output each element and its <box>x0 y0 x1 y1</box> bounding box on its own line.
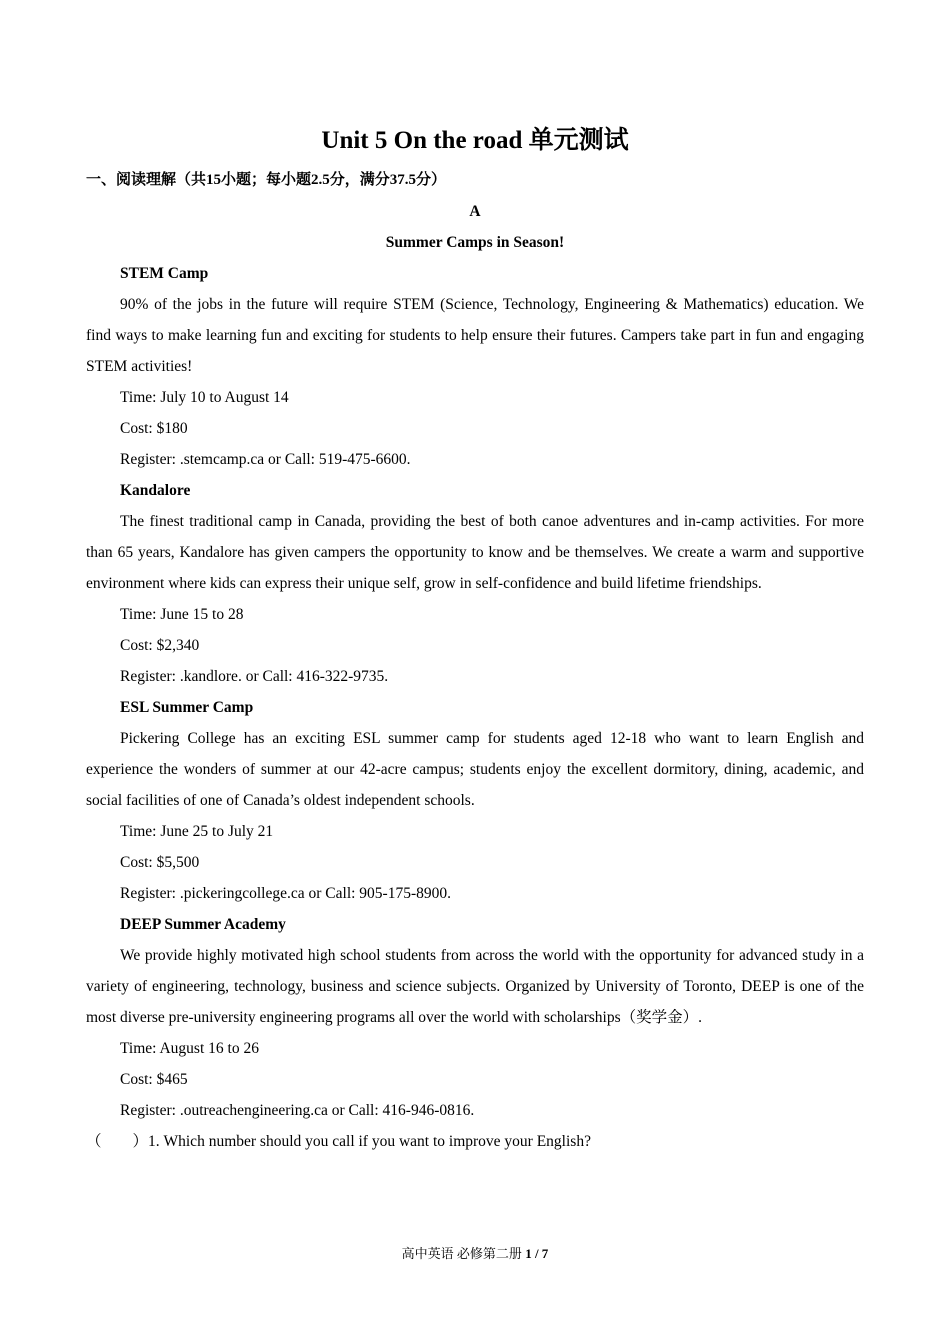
page-number: 1 / 7 <box>525 1246 549 1261</box>
camp-time: Time: August 16 to 26 <box>120 1040 259 1057</box>
camp-cost: Cost: $2,340 <box>120 637 200 654</box>
camp-register: Register: .kandlore. or Call: 416-322-9735. <box>120 668 389 685</box>
camp-description: 90% of the jobs in the future will require STEM (Science, Technology, Engineering & Mathematics) education. We find ways to make learning fun and exciting for students to help ensure their futures. Campers take part in fun and engaging STEM activities! <box>86 296 864 375</box>
camp-description: The finest traditional camp in Canada, providing the best of both canoe adventures and in-camp activities. For more than 65 years, Kandalore has given campers the opportunity to know and be themselves. We create a warm and supportive environment where kids can express their unique self, grow in self-confidence and build lifetime friendships. <box>86 513 864 592</box>
camp-description: Pickering College has an exciting ESL summer camp for students aged 12-18 who want to learn English and experience the wonders of summer at our 42-acre campus; students enjoy the excellent dormitory, dining, academic, and social facilities of one of Canada’s oldest independent schools. <box>86 730 864 809</box>
passage-heading: Summer Camps in Season! <box>385 234 565 251</box>
camp-register: Register: .stemcamp.ca or Call: 519-475-6600. <box>120 451 411 468</box>
camp-time: Time: June 15 to 28 <box>120 606 244 623</box>
camp-name: Kandalore <box>120 482 191 499</box>
camp-description: We provide highly motivated high school students from across the world with the opportunity for advanced study in a variety of engineering, technology, business and science subjects. Organized by University of Toronto, DEEP is one of the most diverse pre-university engineering programs all over the world with scholarships（奖学金）. <box>86 947 864 1026</box>
question-1: （ ）1. Which number should you call if you want to improve your English? <box>86 1133 591 1150</box>
camp-name: ESL Summer Camp <box>120 699 254 716</box>
camp-register: Register: .pickeringcollege.ca or Call: 905-175-8900. <box>120 885 452 902</box>
camp-cost: Cost: $465 <box>120 1071 188 1088</box>
section-heading: 一、阅读理解（共15小题；每小题2.5分，满分37.5分） <box>86 172 447 188</box>
page-title: Unit 5 On the road 单元测试 <box>321 127 629 154</box>
footer-text: 高中英语 必修第二册 <box>401 1246 526 1261</box>
camp-register: Register: .outreachengineering.ca or Call: 416-946-0816. <box>120 1102 475 1119</box>
camp-cost: Cost: $180 <box>120 420 188 437</box>
passage-letter: A <box>469 203 481 220</box>
camp-name: DEEP Summer Academy <box>120 916 286 933</box>
camp-cost: Cost: $5,500 <box>120 854 200 871</box>
camp-name: STEM Camp <box>120 265 209 282</box>
camp-time: Time: July 10 to August 14 <box>120 389 289 406</box>
reading-passage <box>86 196 864 1157</box>
page-footer <box>0 1244 950 1264</box>
camp-time: Time: June 25 to July 21 <box>120 823 274 840</box>
